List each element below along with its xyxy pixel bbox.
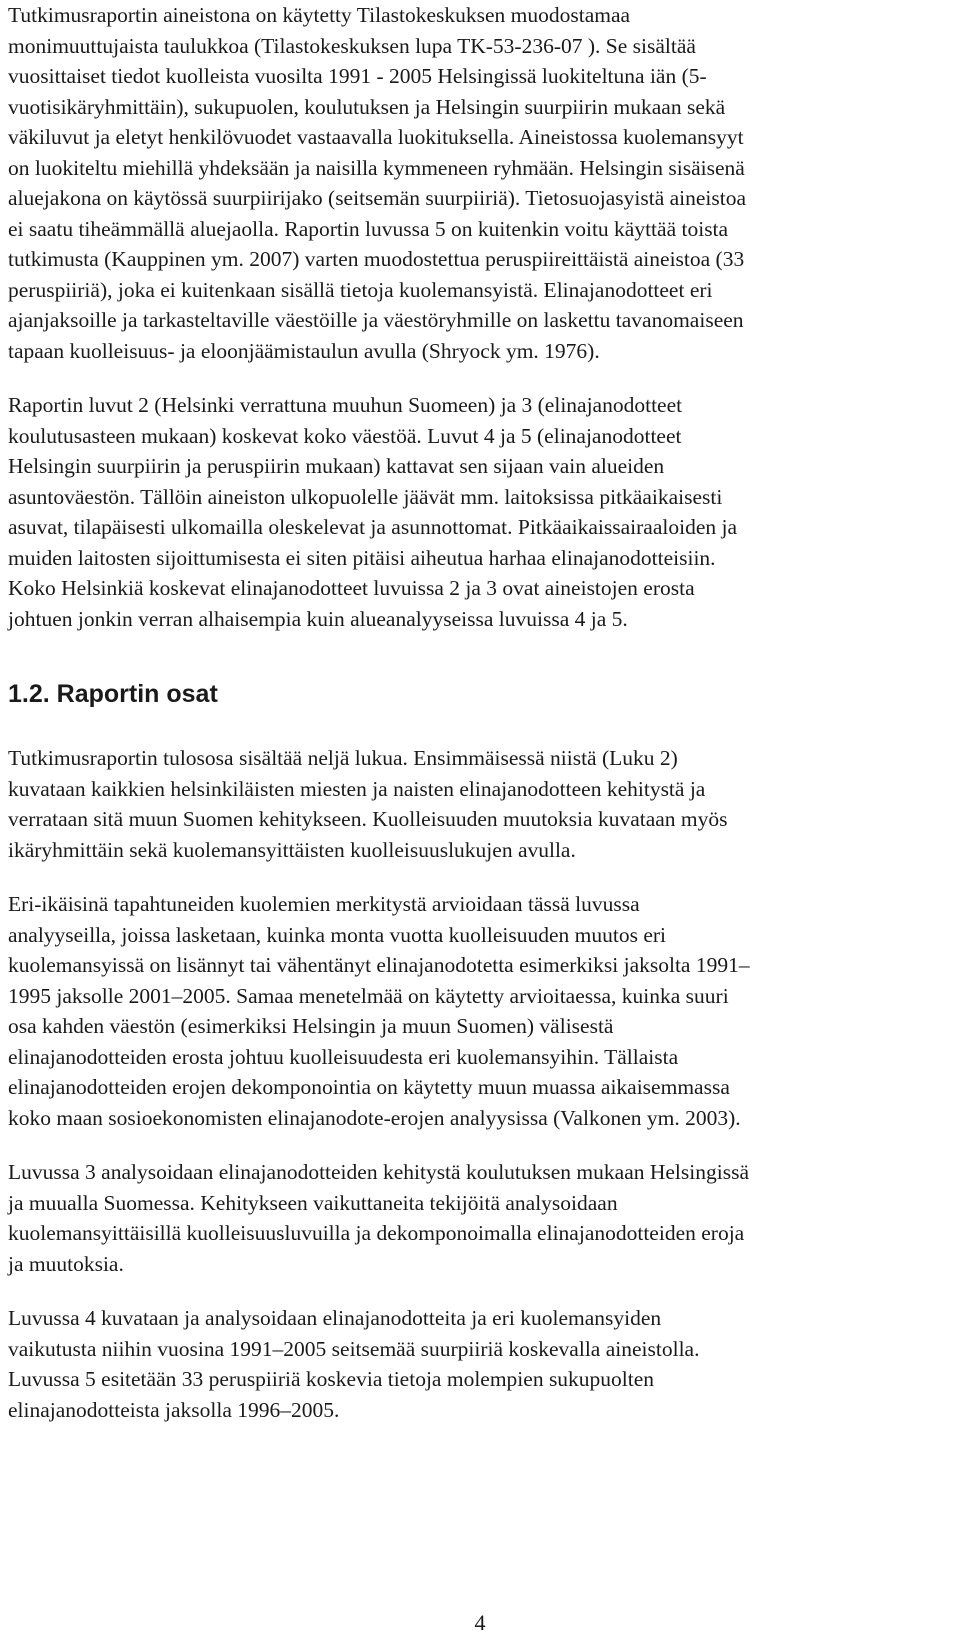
text-line: vuosittaiset tiedot kuolleista vuosilta 1991 - 2005 Helsingissä luokiteltuna iän (5- (8, 64, 707, 88)
text-line: osa kahden väestön (esimerkiksi Helsingin ja muun Suomen) välisestä (8, 1014, 614, 1038)
text-line: 1995 jaksolle 2001–2005. Samaa menetelmää on käytetty arvioitaessa, kuinka suuri (8, 983, 729, 1008)
text-line: Eri-ikäisinä tapahtuneiden kuolemien merkitystä arvioidaan tässä luvussa (8, 892, 640, 916)
text-line: koko maan sosioekonomisten elinajanodote-erojen analyysissa (Valkonen ym. 2003). (8, 1105, 741, 1130)
paragraph-spacer (8, 1133, 954, 1157)
section-spacer (8, 710, 954, 743)
text-line: asuvat, tilapäisesti ulkomailla oleskelevat ja asunnottomat. Pitkäaikaissairaaloiden ja (8, 515, 738, 539)
text-line: muiden laitosten sijoittumisesta ei siten pitäisi aiheutua harhaa elinajanodotteisiin. (8, 545, 716, 570)
text-line: vuotisikäryhmittäin), sukupuolen, koulutuksen ja Helsingin suurpiirin mukaan sekä (8, 94, 726, 119)
paragraph-scope (8, 390, 954, 634)
text-line: kuolemansyissä on lisännyt tai vähentänyt elinajanodotetta esimerkiksi jaksolta 1991– (8, 953, 750, 977)
section-spacer (8, 634, 954, 678)
text-line: analyyseilla, joissa lasketaan, kuinka monta vuotta kuolleisuuden muutos eri (8, 922, 666, 947)
paragraph-spacer (8, 1279, 954, 1303)
text-line: on luokiteltu miehillä yhdeksään ja naisilla kymmeneen ryhmään. Helsingin sisäisenä (8, 155, 745, 180)
paragraph-data-source (8, 0, 954, 366)
text-line: aluejakona on käytössä suurpiirijako (seitsemän suurpiiriä). Tietosuojasyistä aineistoa (8, 186, 747, 210)
text-line: Tutkimusraportin aineistona on käytetty Tilastokeskuksen muodostamaa (8, 3, 631, 27)
text-line: elinajanodotteiden erojen dekomponointia on käytetty muun muassa aikaisemmassa (8, 1075, 730, 1099)
text-line: verrataan sitä muun Suomen kehitykseen. Kuolleisuuden muutoksia kuvataan myös (8, 807, 728, 831)
text-line: ja muutoksia. (8, 1251, 124, 1276)
text-line: elinajanodotteista jaksolla 1996–2005. (8, 1397, 340, 1422)
text-line: tutkimusta (Kauppinen ym. 2007) varten muodostettua peruspiireittäistä aineistoa (33 (8, 247, 745, 271)
text-line: Raportin luvut 2 (Helsinki verrattuna muuhun Suomeen) ja 3 (elinajanodotteet (8, 393, 683, 417)
paragraph-spacer (8, 865, 954, 889)
section-heading: 1.2. Raportin osat (8, 680, 218, 708)
page-number: 4 (474, 1610, 486, 1635)
text-line: Luvussa 3 analysoidaan elinajanodotteiden kehitystä koulutuksen mukaan Helsingissä (8, 1160, 749, 1184)
text-line: tapaan kuolleisuus- ja eloonjäämistaulun avulla (Shryock ym. 1976). (8, 338, 600, 363)
text-line: Luvussa 4 kuvataan ja analysoidaan elinajanodotteita ja eri kuolemansyiden (8, 1306, 662, 1330)
text-line: kuolemansyittäisillä kuolleisuusluvuilla ja dekomponoimalla elinajanodotteiden eroja (8, 1221, 745, 1245)
text-line: asuntoväestön. Tällöin aineiston ulkopuolelle jäävät mm. laitoksissa pitkäaikaisesti (8, 484, 723, 509)
paragraph-chapters-4-5 (8, 1303, 954, 1425)
text-line: kuvataan kaikkien helsinkiläisten miesten ja naisten elinajanodotteen kehitystä ja (8, 776, 706, 801)
text-line: Tutkimusraportin tulososa sisältää neljä lukua. Ensimmäisessä niistä (Luku 2) (8, 746, 678, 770)
text-line: elinajanodotteiden erosta johtuu kuolleisuudesta eri kuolemansyihin. Tällaista (8, 1044, 679, 1069)
text-line: väkiluvut ja eletyt henkilövuodet vastaavalla luokituksella. Aineistossa kuolemansyyt (8, 125, 744, 149)
text-line: Helsingin suurpiirin ja peruspiirin mukaan) kattavat sen sijaan vain alueiden (8, 454, 665, 478)
text-line: ei saatu tiheämmällä aluejaolla. Raportin luvussa 5 on kuitenkin voitu käyttää toista (8, 216, 729, 241)
text-line: peruspiiriä), joka ei kuitenkaan sisällä tietoja kuolemansyistä. Elinajanodotteet eri (8, 277, 713, 302)
text-line: Koko Helsinkiä koskevat elinajanodotteet luvuissa 2 ja 3 ovat aineistojen erosta (8, 576, 695, 600)
text-line: monimuuttujaista taulukkoa (Tilastokeskuksen lupa TK-53-236-07 ). Se sisältää (8, 33, 696, 58)
paragraph-results-overview (8, 743, 954, 865)
text-line: ja muualla Suomessa. Kehitykseen vaikuttaneita tekijöitä analysoidaan (8, 1190, 618, 1215)
paragraph-decomposition (8, 889, 954, 1133)
text-line: Luvussa 5 esitetään 33 peruspiiriä koskevia tietoja molempien sukupuolten (8, 1367, 655, 1391)
text-line: ikäryhmittäin sekä kuolemansyittäisten kuolleisuuslukujen avulla. (8, 837, 576, 862)
text-line: koulutusasteen mukaan) koskevat koko väestöä. Luvut 4 ja 5 (elinajanodotteet (8, 423, 682, 448)
text-line: vaikutusta niihin vuosina 1991–2005 seitsemää suurpiiriä koskevalla aineistolla. (8, 1336, 700, 1361)
paragraph-chapter-3 (8, 1157, 954, 1279)
document-page (8, 0, 954, 1425)
paragraph-spacer (8, 366, 954, 390)
text-line: ajanjaksoille ja tarkasteltaville väestöille ja väestöryhmille on laskettu tavanomaiseen (8, 308, 744, 332)
text-line: johtuen jonkin verran alhaisempia kuin alueanalyyseissa luvuissa 4 ja 5. (8, 606, 628, 631)
